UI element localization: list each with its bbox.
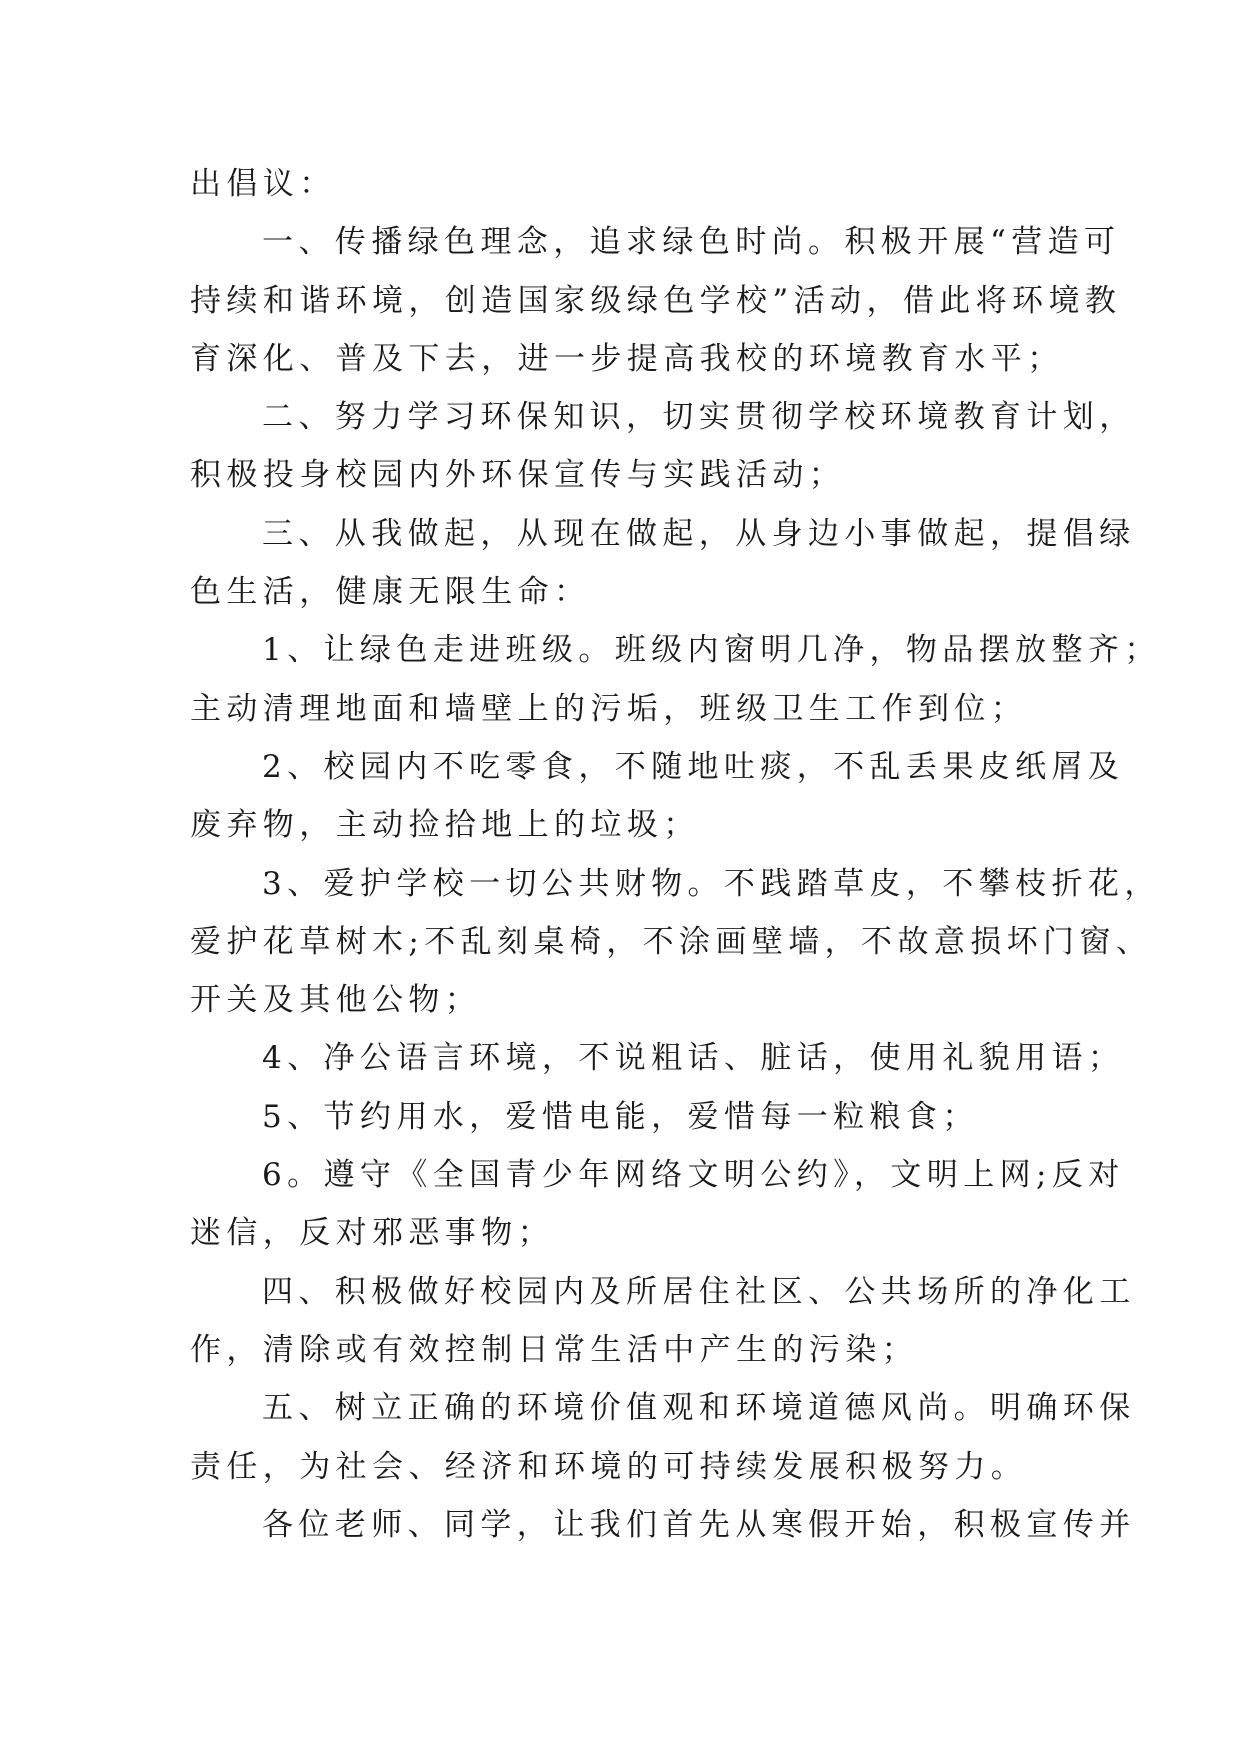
text-line: 持续和谐环境，创造国家级绿色学校”活动，借此将环境教 <box>190 282 1122 319</box>
document-body <box>190 155 1161 1554</box>
paragraph-start-line: 各位老师、同学，让我们首先从寒假开始，积极宣传并 <box>262 1506 1136 1543</box>
text-line: 废弃物，主动捡拾地上的垃圾； <box>190 807 700 844</box>
text-line: 育深化、普及下去，进一步提高我校的环境教育水平； <box>190 340 1064 377</box>
paragraph-start-line: 5、节约用水，爱惜电能，爱惜每一粒粮食； <box>262 1098 979 1135</box>
paragraph-start-line: 二、努力学习环保知识，切实贯彻学校环境教育计划， <box>262 399 1136 436</box>
paragraph-start-line: 三、从我做起，从现在做起，从身边小事做起，提倡绿 <box>262 515 1136 552</box>
paragraph-start-line: 4、净公语言环境，不说粗话、脏话，使用礼貌用语； <box>262 1040 1125 1077</box>
paragraph-start-line: 1、让绿色走进班级。班级内窗明几净，物品摆放整齐； <box>262 632 1161 669</box>
text-line: 出倡议： <box>190 166 336 202</box>
text-line: 色生活，健康无限生命： <box>190 574 591 611</box>
paragraph-start-line: 3、爱护学校一切公共财物。不践踏草皮，不攀枝折花， <box>262 865 1161 902</box>
paragraph-start-line: 2、校园内不吃零食，不随地吐痰，不乱丢果皮纸屑及 <box>262 748 1125 785</box>
text-line: 开关及其他公物； <box>190 982 482 1019</box>
paragraph-start-line: 五、树立正确的环境价值观和环境道德风尚。明确环保 <box>262 1390 1136 1427</box>
text-line: 责任，为社会、经济和环境的可持续发展积极努力。 <box>190 1448 1028 1485</box>
text-line: 爱护花草树木;不乱刻桌椅，不涂画壁墙，不故意损坏门窗、 <box>190 923 1153 960</box>
paragraph-start-line: 四、积极做好校园内及所居住社区、公共场所的净化工 <box>262 1273 1136 1310</box>
text-line: 作，清除或有效控制日常生活中产生的污染； <box>190 1331 918 1368</box>
text-line: 迷信，反对邪恶事物； <box>190 1215 554 1252</box>
text-line: 积极投身校园内外环保宣传与实践活动； <box>190 457 846 494</box>
paragraph-start-line: 6。遵守《全国青少年网络文明公约》，文明上网;反对 <box>262 1157 1125 1194</box>
paragraph-start-line: 一、传播绿色理念，追求绿色时尚。积极开展“营造可 <box>262 224 1121 261</box>
text-line: 主动清理地面和墙壁上的污垢，班级卫生工作到位； <box>190 690 1028 727</box>
